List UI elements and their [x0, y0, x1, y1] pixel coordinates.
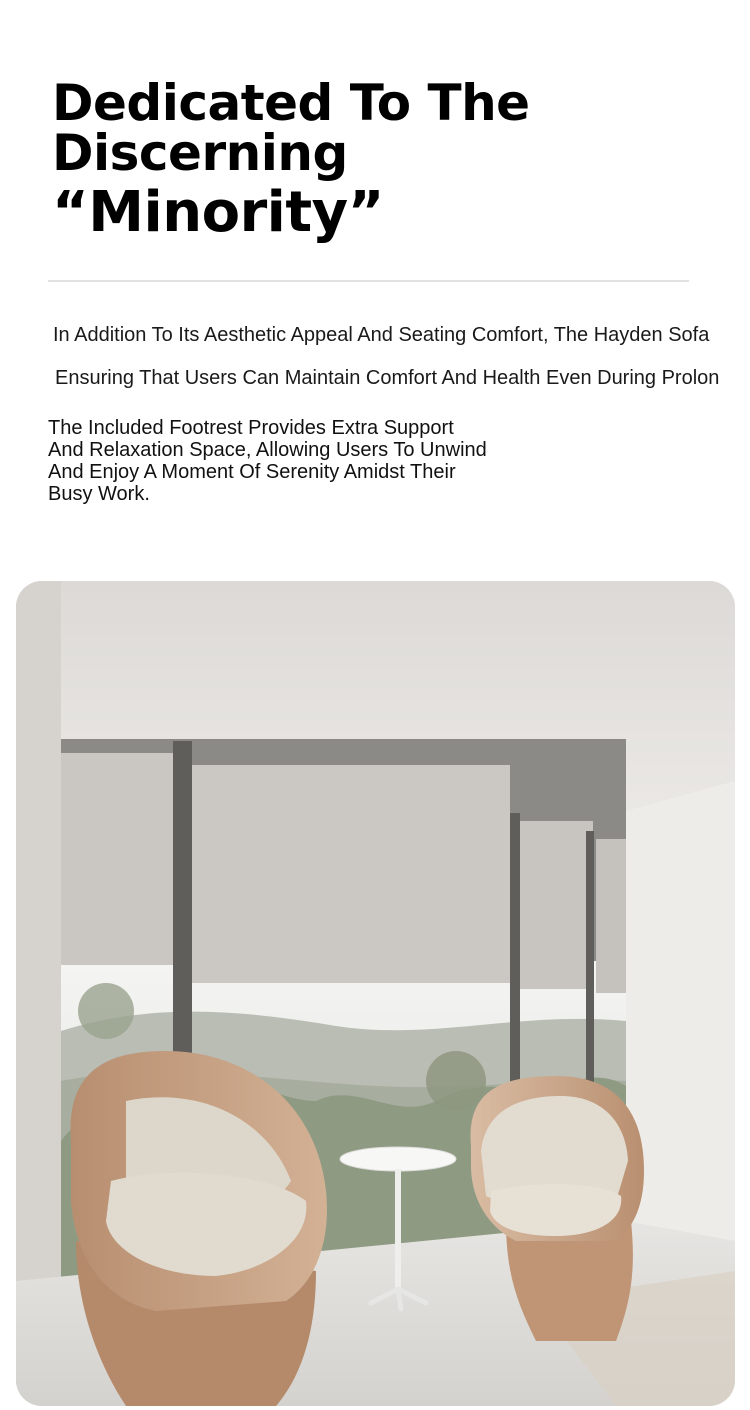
- photo-illustration: [16, 581, 735, 1406]
- headline-line: Dedicated To The: [52, 74, 530, 132]
- headline: [52, 74, 692, 245]
- intro-text-line: In Addition To Its Aesthetic Appeal And Seating Comfort, The Hayden Sofa: [53, 324, 710, 346]
- intro-text-line: Ensuring That Users Can Maintain Comfort And Health Even During Prolon: [55, 367, 720, 389]
- roller-blind: [596, 839, 626, 993]
- lounge-chairs-photo: [16, 581, 735, 1406]
- section-divider: [48, 280, 689, 282]
- tree-foliage: [78, 983, 134, 1039]
- paragraph-line: Busy Work.: [48, 483, 150, 505]
- side-table-leg: [395, 1169, 401, 1289]
- roller-blind: [61, 753, 173, 965]
- headline-line: “Minority”: [52, 180, 384, 245]
- paragraph-line: And Enjoy A Moment Of Serenity Amidst Their: [48, 461, 456, 483]
- footrest-paragraph: [48, 417, 518, 505]
- roller-blind: [192, 765, 510, 983]
- tree-foliage: [426, 1051, 486, 1111]
- headline-line: Discerning: [52, 124, 348, 182]
- side-table-top: [340, 1147, 456, 1171]
- left-lounge-chair: [71, 1051, 327, 1406]
- paragraph-line: The Included Footrest Provides Extra Support: [48, 417, 454, 439]
- roller-blind: [520, 821, 593, 989]
- paragraph-line: And Relaxation Space, Allowing Users To Unwind: [48, 439, 487, 461]
